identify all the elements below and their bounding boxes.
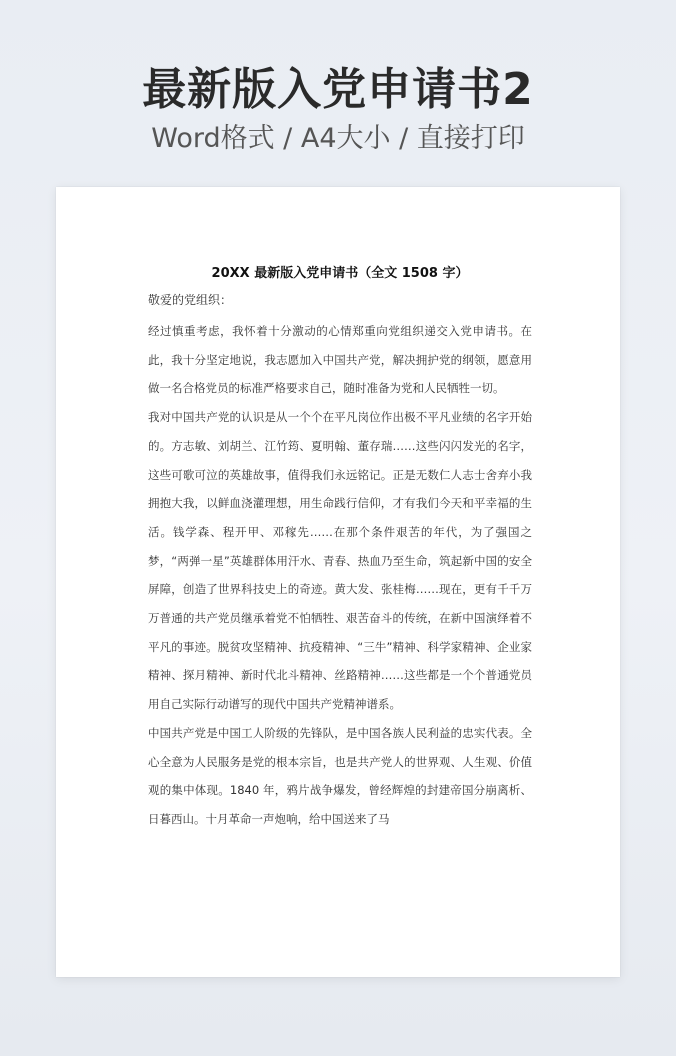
document-page <box>56 187 620 977</box>
paragraph-1: 经过慎重考虑，我怀着十分激动的心情郑重向党组织递交入党申请书。在此，我十分坚定地说，我志愿加入中国共产党，解决拥护党的纲领，愿意用做一名合格党员的标准严格要求自己，随时准备为党和人民牺牲一切。 <box>148 324 532 396</box>
document-title: 20XX 最新版入党申请书（全文 1508 字） <box>211 266 469 281</box>
banner <box>0 62 676 158</box>
paragraph-3: 中国共产党是中国工人阶级的先锋队，是中国各族人民利益的忠实代表。全心全意为人民服务是党的根本宗旨，也是共产党人的世界观、人生观、价值观的集中体现。1840 年，鸦片战争爆发，曾经辉煌的封建帝国分崩离析、日暮西山。十月革命一声炮响，给中国送来了马 <box>148 725 532 826</box>
paragraph-2: 我对中国共产党的认识是从一个个在平凡岗位作出极不平凡业绩的名字开始的。方志敏、刘胡兰、江竹筠、夏明翰、董存瑞……这些闪闪发光的名字，这些可歌可泣的英雄故事，值得我们永远铭记。正是无数仁人志士舍弃小我拥抱大我，以鲜血浇灌理想，用生命践行信仰，才有我们今天和平幸福的生活。钱学森、程开甲、邓稼先……在那个条件艰苦的年代，为了强国之梦，“两弹一星”英雄群体用汗水、青春、热血乃至生命，筑起新中国的安全屏障，创造了世界科技史上的奇迹。黄大发、张桂梅……现在，更有千千万万普通的共产党员继承着党不怕牺牲、艰苦奋斗的传统，在新中国演绎着不平凡的事迹。脱贫攻坚精神、抗疫精神、“三牛”精神、科学家精神、企业家精神、探月精神、新时代北斗精神、丝路精神……这些都是一个个普通党员用自己实际行动谱写的现代中国共产党精神谱系。 <box>148 410 532 712</box>
banner-title: 最新版入党申请书2 <box>142 64 534 115</box>
document-body <box>148 263 532 834</box>
salutation: 敬爱的党组织： <box>148 293 233 307</box>
banner-subtitle: Word格式 / A4大小 / 直接打印 <box>151 123 525 154</box>
